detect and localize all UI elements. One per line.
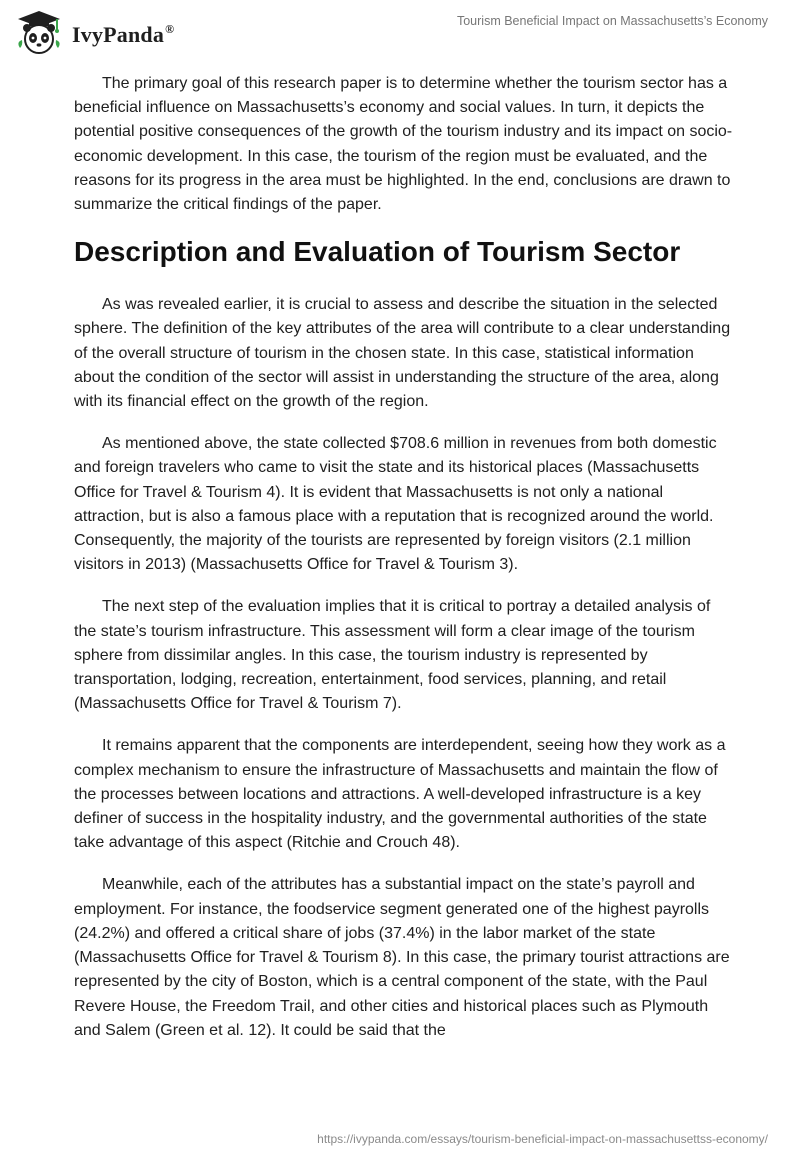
page-header <box>0 0 800 60</box>
panda-graduate-logo-icon <box>14 8 64 61</box>
document-title: Tourism Beneficial Impact on Massachusetts’s Economy <box>456 14 768 28</box>
intro-paragraph: The primary goal of this research paper is to determine whether the tourism sector has a beneficial influence on Massachusetts’s economy and social values. In turn, it depicts the potential positive consequences of the growth of the tourism industry and its impact on socio-economic development. In this case, the tourism of the region must be evaluated, and the reasons for its progress in the area must be highlighted. In the end, conclusions are drawn to summarize the critical findings of the paper. <box>74 75 733 214</box>
body-paragraph-2: As mentioned above, the state collected $708.6 million in revenues from both domestic and foreign travelers who came to visit the state and its historical places (Massachusetts Office for Travel & Tourism 4). It is evident that Massachusetts is not only a national attraction, but is also a famous place with a reputation that is recognized around the world. Consequently, the majority of the tourists are represented by foreign visitors (2.1 million visitors in 2013) (Massachusetts Office for Travel & Tourism 3). <box>74 435 717 574</box>
brand-name: IvyPanda® <box>72 21 175 47</box>
source-url-link[interactable]: https://ivypanda.com/essays/tourism-beneficial-impact-on-massachusettss-economy/ <box>317 1132 768 1146</box>
brand-logo[interactable] <box>14 8 174 61</box>
registered-mark: ® <box>165 22 175 37</box>
essay-content <box>74 72 734 1061</box>
section-heading: Description and Evaluation of Tourism Sector <box>74 236 681 268</box>
body-paragraph-1: As was revealed earlier, it is crucial to assess and describe the situation in the selected sphere. The definition of the key attributes of the area will contribute to a clear understanding of the overall structure of tourism in the chosen state. In this case, statistical information about the condition of the sector will assist in understanding the structure of the area, along with its financial effect on the growth of the region. <box>74 296 731 411</box>
body-paragraph-4: It remains apparent that the components are interdependent, seeing how they work as a complex mechanism to ensure the infrastructure of Massachusetts and maintain the flow of the processes between locations and attractions. A well-developed infrastructure is a key definer of success in the hospitality industry, and the governmental authorities of the state take advantage of this aspect (Ritchie and Crouch 48). <box>74 737 726 852</box>
body-paragraph-5: Meanwhile, each of the attributes has a substantial impact on the state’s payroll and employment. For instance, the foodservice segment generated one of the highest payrolls (24.2%) and offered a critical share of jobs (37.4%) in the labor market of the state (Massachusetts Office for Travel & Tourism 8). In this case, the primary tourist attractions are represented by the city of Boston, which is a central component of the state, with the Paul Revere House, the Freedom Trail, and other cities and historical places such as Plymouth and Salem (Green et al. 12). It could be said that the <box>74 876 730 1039</box>
body-paragraph-3: The next step of the evaluation implies that it is critical to portray a detailed analysis of the state’s tourism infrastructure. This assessment will form a clear image of the tourism sphere from dissimilar angles. In this case, the tourism industry is represented by transportation, lodging, recreation, entertainment, food services, planning, and retail (Massachusetts Office for Travel & Tourism 7). <box>74 598 711 713</box>
